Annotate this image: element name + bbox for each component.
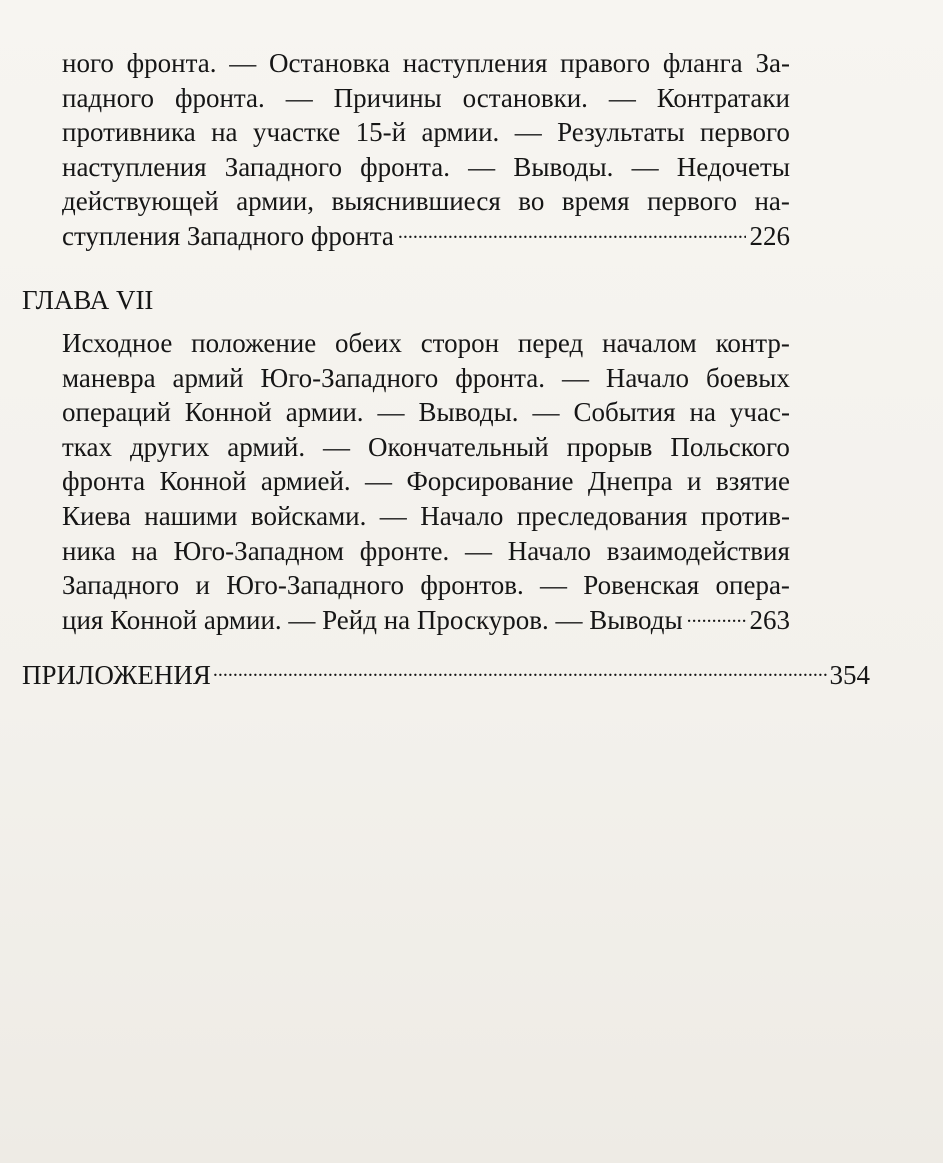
toc-word: выяснившиеся [331,186,501,217]
toc-word: фронта. [126,48,217,78]
toc-word: Днепра [587,466,673,497]
toc-entry-line [62,499,790,534]
toc-entry-chapter-vii [62,326,790,637]
toc-word: маневра [62,362,156,393]
toc-word: Контратаки [656,82,790,113]
toc-word: контр- [715,328,790,358]
toc-word: фронта. [360,151,450,182]
toc-word: Юго-Западном [173,535,345,566]
toc-word: Западного [62,570,180,601]
toc-word: на [211,117,238,148]
toc-entry-text: ция Конной армии. — Рейд на Проскуров. — Выводы [62,604,683,635]
toc-word: армий. [227,431,306,462]
toc-word: Киева [62,500,131,531]
toc-word: Ровенская [583,570,700,601]
toc-word: действующей [62,186,219,217]
toc-word: Исходное [62,328,173,358]
toc-word: учас- [729,397,790,428]
toc-word: и [195,570,210,601]
toc-word: — [608,82,636,113]
toc-word: Конной [184,397,272,428]
toc-word: армии. [421,117,500,148]
toc-word: прорыв [566,431,653,462]
toc-word: войсками. [250,500,367,531]
toc-word: армий [172,362,244,393]
toc-word: Недочеты [676,151,790,182]
toc-word: опера- [715,570,790,601]
toc-word: Начало [507,535,591,566]
page-number: 354 [829,660,870,690]
toc-entry-line [62,568,790,603]
toc-word: Конной [159,466,247,497]
appendix-title: ПРИЛОЖЕНИЯ [22,660,211,690]
toc-word: падного [62,82,155,113]
toc-word: наступления [402,48,548,78]
chapter-heading: ГЛАВА VII [22,285,154,315]
toc-word: на [131,535,158,566]
toc-entry-line [62,81,790,116]
dot-leader [398,219,746,254]
toc-word: — [377,397,405,428]
toc-word: правого [560,48,651,78]
toc-word: — [323,431,351,462]
toc-word: время [561,186,630,217]
toc-word: — [379,500,407,531]
toc-entry-chapter-vi [62,46,790,254]
toc-word: фронтов. [420,570,524,601]
toc-entry-line [62,150,790,185]
toc-word: ника [62,535,116,566]
toc-word: — [468,151,496,182]
toc-entry-last-line [62,219,790,254]
toc-word: Выводы. [418,397,519,428]
toc-word: 15-й [355,117,407,148]
toc-word: Юго-Западного [260,362,439,393]
toc-word: армии, [236,186,314,217]
page-number: 263 [749,604,790,635]
dot-leader [213,657,828,693]
toc-word: первого [700,117,790,148]
toc-entry-line [62,184,790,219]
toc-entry-line [62,430,790,465]
toc-entry-line [62,534,790,569]
toc-word: во [518,186,545,217]
toc-word: остановки. [462,82,588,113]
toc-entry-line [62,464,790,499]
toc-entry-last-line [62,603,790,638]
toc-word: Причины [333,82,442,113]
toc-word: фронте. [359,535,450,566]
toc-word: других [129,431,210,462]
toc-word: — [539,570,567,601]
toc-word: фронта. [455,362,546,393]
toc-word: противника [62,117,196,148]
toc-word: положение [191,328,317,358]
toc-word: преследования [516,500,688,531]
toc-word: — [631,151,659,182]
toc-word: — [514,117,542,148]
toc-word: сторон [420,328,500,358]
toc-word: наступления [62,151,207,182]
toc-word: — [465,535,493,566]
toc-word: боевых [705,362,790,393]
toc-word: События [573,397,676,428]
toc-entry-line [62,46,790,81]
toc-word: — [532,397,560,428]
toc-word: Начало [605,362,690,393]
toc-word: Начало [420,500,504,531]
page-number: 226 [749,220,790,251]
toc-word: ного [62,48,114,78]
toc-word: участке [252,117,341,148]
toc-word: армией. [260,466,351,497]
toc-word: обеих [335,328,402,358]
toc-word: Польского [670,431,790,462]
toc-word: Форсирование [406,466,574,497]
toc-word: первого [647,186,737,217]
toc-word: Результаты [557,117,685,148]
toc-word: Юго-Западного [226,570,405,601]
toc-word: против- [700,500,790,531]
toc-word: фронта. [174,82,265,113]
toc-word: началом [602,328,697,358]
toc-entry-line [62,115,790,150]
toc-word: тках [62,431,112,462]
toc-entry-text: ступления Западного фронта [62,220,394,251]
toc-word: — [285,82,313,113]
toc-word: Западного [224,151,342,182]
toc-word: операций [62,397,171,428]
toc-entry-line [62,395,790,430]
toc-word: фронта [62,466,146,497]
toc-word: на [689,397,716,428]
toc-word: Окончательный [367,431,549,462]
toc-word: Выводы. [513,151,614,182]
toc-entry-line [62,361,790,396]
toc-word: взятие [715,466,790,497]
toc-entry-line [62,326,790,361]
toc-word: — [365,466,393,497]
toc-word: За- [755,48,790,78]
toc-word: взаимодействия [606,535,790,566]
toc-word: нашими [144,500,238,531]
toc-word: перед [517,328,584,358]
toc-word: на- [754,186,790,217]
dot-leader [687,603,746,638]
toc-word: — [229,48,257,78]
toc-word: армии. [285,397,364,428]
toc-word: Остановка [269,48,391,78]
toc-word: — [561,362,589,393]
toc-entry-appendix [22,657,870,693]
toc-word: фланга [662,48,743,78]
toc-word: и [687,466,702,497]
